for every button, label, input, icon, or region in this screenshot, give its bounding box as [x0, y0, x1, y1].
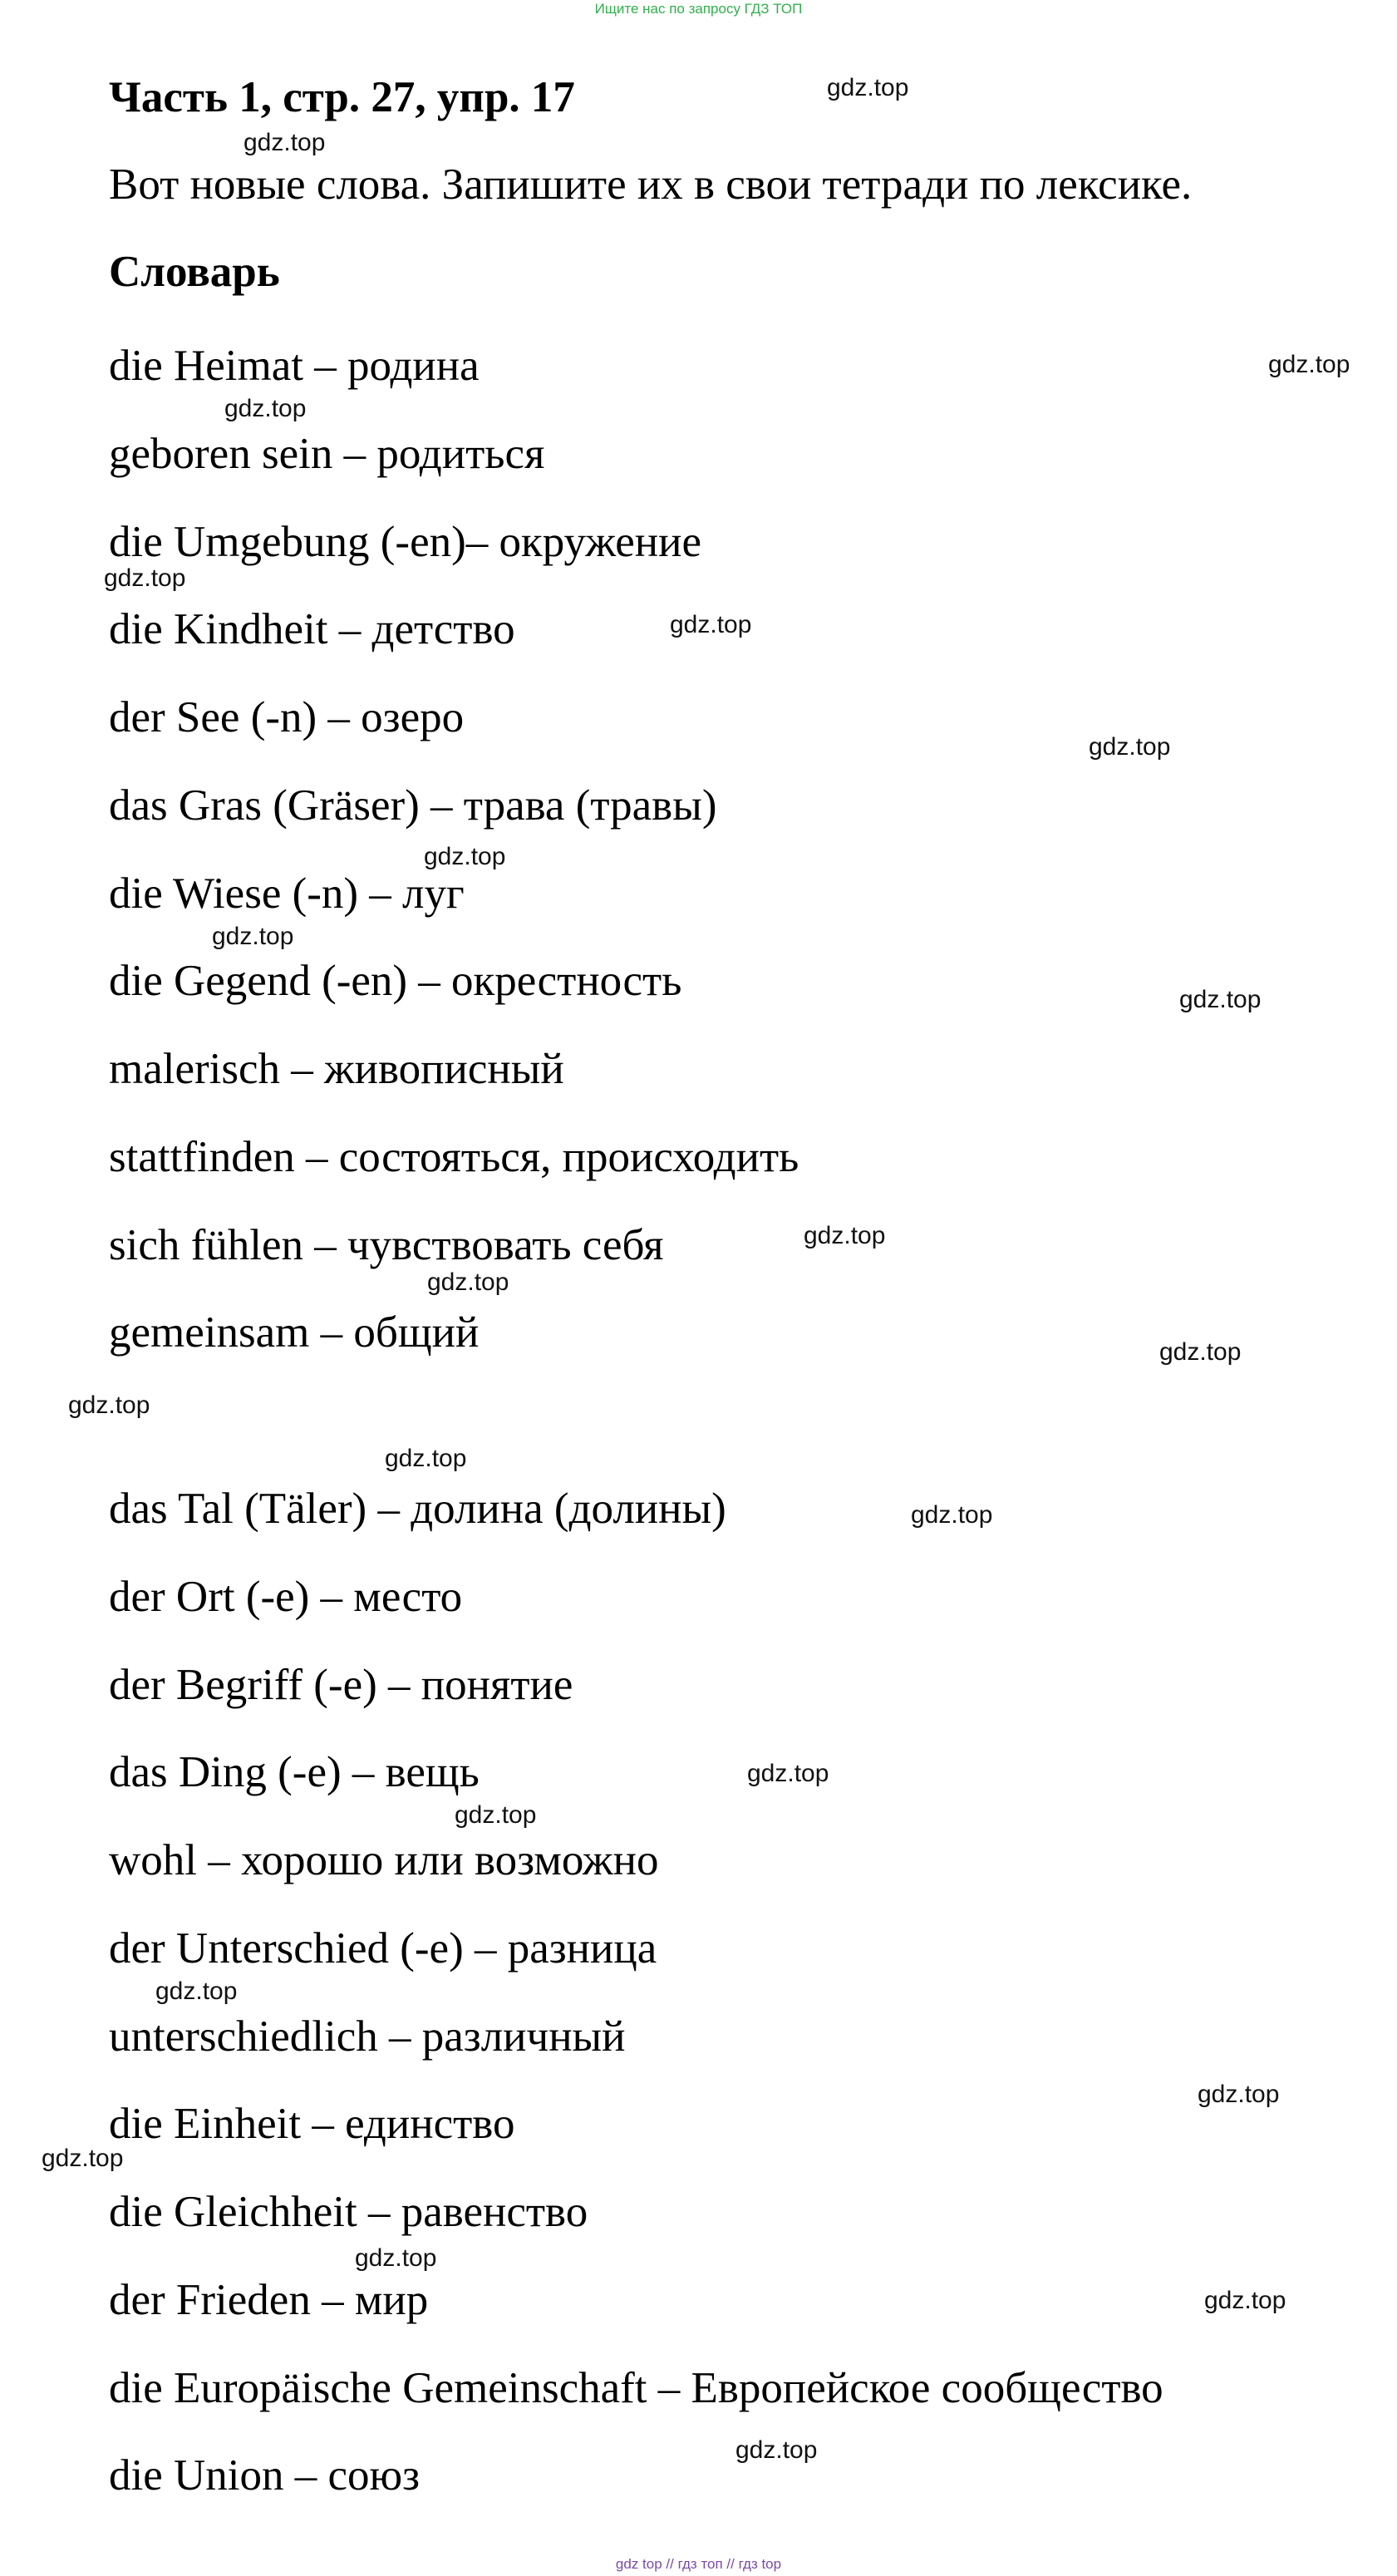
page-title: Часть 1, стр. 27, упр. 17 — [109, 73, 575, 121]
vocab-entry: wohl – хорошо или возможно — [109, 1836, 659, 1884]
vocab-entry: die Europäische Gemeinschaft – Европейское сообщество — [109, 2364, 1163, 2412]
vocab-entry: geboren sein – родиться — [109, 430, 545, 478]
vocab-entry: der Unterschied (-e) – разница — [109, 1924, 657, 1973]
watermark: gdz.top — [42, 2145, 124, 2172]
watermark: gdz.top — [1204, 2287, 1286, 2314]
watermark: gdz.top — [355, 2244, 437, 2272]
watermark: gdz.top — [911, 1501, 993, 1529]
vocab-entry: der Begriff (-e) – понятие — [109, 1661, 573, 1709]
instruction-text: Вот новые слова. Запишите их в свои тетради по лексике. — [109, 160, 1193, 209]
watermark: gdz.top — [455, 1801, 537, 1829]
watermark: gdz.top — [747, 1760, 829, 1787]
bottom-banner[interactable]: gdz top // гдз топ // гдз top — [615, 2556, 782, 2572]
watermark: gdz.top — [804, 1222, 886, 1249]
watermark: gdz.top — [424, 843, 506, 870]
watermark: gdz.top — [1268, 351, 1350, 378]
watermark: gdz.top — [1089, 733, 1171, 761]
vocab-entry: die Umgebung (-en)– окружение — [109, 518, 702, 566]
watermark: gdz.top — [1198, 2081, 1280, 2108]
watermark: gdz.top — [427, 1268, 509, 1296]
watermark: gdz.top — [827, 74, 909, 101]
watermark: gdz.top — [224, 395, 307, 422]
vocab-entry: der Ort (-e) – место — [109, 1573, 463, 1621]
watermark: gdz.top — [385, 1445, 467, 1472]
vocab-entry: die Kindheit – детство — [109, 605, 515, 653]
dictionary-heading: Словарь — [109, 248, 280, 296]
watermark: gdz.top — [212, 923, 294, 950]
vocab-entry: der Frieden – мир — [109, 2276, 429, 2324]
vocab-entry: das Gras (Gräser) – трава (травы) — [109, 781, 717, 830]
vocab-entry: gemeinsam – общий — [109, 1308, 480, 1357]
watermark: gdz.top — [735, 2436, 818, 2464]
watermark: gdz.top — [243, 129, 326, 156]
vocab-entry: die Gegend (-en) – окрестность — [109, 957, 682, 1005]
vocab-entry: die Gleichheit – равенство — [109, 2188, 588, 2236]
top-banner[interactable]: Ищите нас по запросу ГДЗ ТОП — [594, 1, 803, 17]
vocab-entry: die Einheit – единство — [109, 2100, 515, 2148]
watermark: gdz.top — [1159, 1338, 1242, 1366]
vocab-entry: unterschiedlich – различный — [109, 2012, 626, 2061]
vocab-entry: die Heimat – родина — [109, 342, 480, 390]
watermark: gdz.top — [670, 611, 752, 638]
vocab-entry: das Ding (-e) – вещь — [109, 1748, 480, 1796]
vocab-entry: das Tal (Täler) – долина (долины) — [109, 1485, 726, 1533]
vocab-entry: der See (-n) – озеро — [109, 693, 465, 741]
vocab-entry: die Wiese (-n) – луг — [109, 869, 465, 918]
vocab-entry: sich fühlen – чувствовать себя — [109, 1221, 664, 1269]
watermark: gdz.top — [68, 1391, 150, 1419]
vocab-entry: die Union – союз — [109, 2451, 421, 2500]
watermark: gdz.top — [155, 1978, 238, 2005]
watermark: gdz.top — [104, 564, 186, 592]
vocab-entry: stattfinden – состояться, происходить — [109, 1133, 799, 1181]
vocab-entry: malerisch – живописный — [109, 1045, 564, 1093]
watermark: gdz.top — [1179, 986, 1262, 1013]
